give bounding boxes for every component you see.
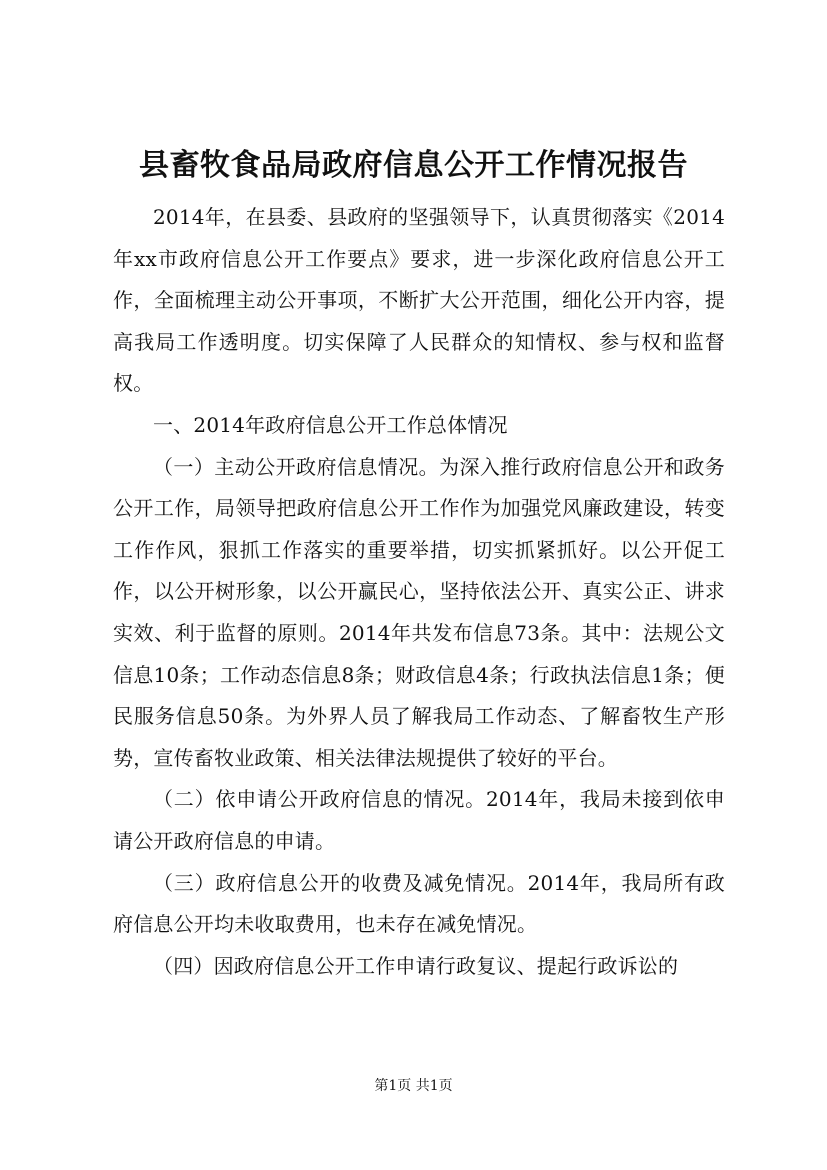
document-title: 县畜牧食品局政府信息公开工作情况报告 [139,148,688,183]
paragraph-intro: 2014年，在县委、县政府的坚强领导下，认真贯彻落实《2014年xx市政府信息公开工作要点》要求，进一步深化政府信息公开工作，全面梳理主动公开事项，不断扩大公开范围，细化公开内容，提高我局工作透明度。切实保障了人民群众的知情权、参与权和监督权。 [113,205,725,396]
page-footer: 第1页 共1页 [374,1078,453,1094]
document-body [113,197,725,987]
paragraph-proactive-disclosure: （一）主动公开政府信息情况。为深入推行政府信息公开和政务公开工作，局领导把政府信息公开工作作为加强党风廉政建设，转变工作作风，狠抓工作落实的重要举措，切实抓紧抓好。以公开促工作，以公开树形象，以公开赢民心，坚持依法公开、真实公正、讲求实效、利于监督的原则。2014年共发布信息73条。其中：法规公文信息10条；工作动态信息8条；财政信息4条；行政执法信息1条；便民服务信息50条。为外界人员了解我局工作动态、了解畜牧生产形势，宣传畜牧业政策、相关法律法规提供了较好的平台。 [113,454,725,770]
section-heading: 一、2014年政府信息公开工作总体情况 [153,412,508,437]
paragraph-review-litigation: （四）因政府信息公开工作申请行政复议、提起行政诉讼的 [153,953,679,978]
paragraph-fees: （三）政府信息公开的收费及减免情况。2014年，我局所有政府信息公开均未收取费用，也未存在减免情况。 [113,870,725,937]
paragraph-request-disclosure: （二）依申请公开政府信息的情况。2014年，我局未接到依申请公开政府信息的申请。 [113,787,725,853]
